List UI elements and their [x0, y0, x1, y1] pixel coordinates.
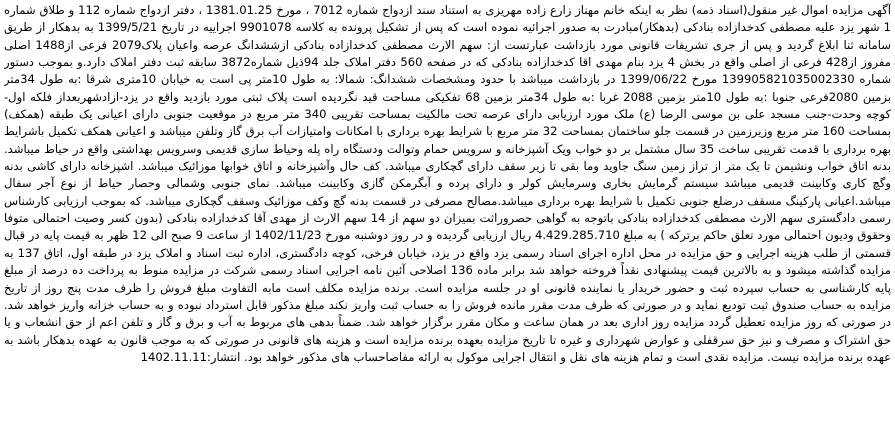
- auction-notice-text: آگهی مزایده اموال غیر منقول(اسناد ذمه) نظر به اینکه خانم مهناز زارع زاده مهریزی به استناد سند ازدواج شماره 7012 ، مورخ 1381.01.25 ، دفتر ازدواج شماره 112 و طلاق شماره 1 شهر یزد علیه مصطفی کدخدازاده بنادکی (بدهکار)مبادرت به صدور اجرائیه نموده است که پس از تشکیل پرونده به کلاسه 9901078 اجراییه در تاریخ 1399/5/21 به بدهکار از طریق سامانه ثنا ابلاغ گردید و پس از جری تشریفات قانونی مورد بازداشت عبارتست از: سهم الارث مصطفی کدخدازاده بنادکی ازششدانگ عرصه واعیان پلاک2079 فرعی از1488 اصلی مفروز از428 فرعی از اصلی واقع در بخش 4 یزد بنام مهدی اقا کدخدازاده بنادکی که در صفحه 560 دفتر املاک جلد 94ذیل شماره3872 سابقه ثبت دفتر املاک دارد.و بموجب دستور شماره 139905821035002330 مورخ 1399/06/22 در بازداشت میباشد با حدود ومشخصات ششدانگ: شمالا: به طول 10متر پی است به خیابان 10متری شرقا :به طول 34متر بزمین 2080فرعی جنوبا :به طول 10متر بزمین 2088 غربا :به طول 34متر بزمین 68 تفکیکی مساحت قید نگردیده است پلاک ثبتی مورد بازدید واقع در یزد-ازادشهربعداز فلکه اول- کوچه وحدت-جنب مسجد علی بن موسی الرضا (ع) ملک مورد ارزیابی دارای عرصه تحت مالکیت بمساحت تقریبی 340 متر مربع در موقعیت جنوبی دارای اعیانی یک طبقه (همکف) بمساحت 160 متر مربع وزیرزمین در قسمت جلو ساختمان بمساحت 32 متر مربع با شرایط بهره برداری با امکانات وامتیازات آب برق گاز وتلفن میباشد و اعیانی همکف تکمیل باشرایط بهره برداری با قدمت تقریبی ساخت 35 سال مشتمل بر دو خواب ویک آشپزخانه و سرویس حمام وتوالت ودستگاه راه پله وحیاط سازی قدیمی وسرویس بهداشتی واقع در حیاط میباشد. بدنه اتاق خواب ونشیمن تا یک متر از تراز زمین سنگ جاوید وما بقی تا زیر سقف دارای گچکاری میباشد. کف حال وآشپزخانه و اتاق خوابها موزائیک میباشد. اشپزخانه دارای کاشی بدنه وگچ کاری وکابینت قدیمی میباشد سیستم گرمایش بخاری وسرمایش کولر و دارای پرده و آبگرمکن گازی وکابینت میباشد. نمای جنوبی وشمالی وحصار حیاط از نوع آجر سفال میباشد.اعیانی پارکینگ مسقف درضلع جنوبی تکمیل با شرایط بهره برداری میباشد.مصالح مصرفی در قسمت بدنه گچ وکف موزائیک وسقف گچکاری میباشد. که بموجب ارزیابی کارشناس رسمی دادگستری سهم الارث مصطفی کدخدازاده بنادکی باتوجه به گواهی حصروراثت بمیزان دو سهم از 14 سهم الارث از مهدی آقا کدخدازاده بنادکی (بدون کسر وصیت احتمالی متوفا وحقوق ودیون احتمالی مورد تعلق حاکم برترکه ) به مبلغ 4.429.285.710 ریال ارزیابی گردیده و در روز دوشنبه مورخ 1402/11/23 از ساعت 9 صبح الی 12 ظهر به قیمت پایه در قبال قسمتی از طلب هزینه اجرایی و حق مزایده در محل اداره اجرای اسناد رسمی یزد واقع در یزد، خیابان فرخی، کوچه دادگستری، اداره ثبت اسناد و املاک یزد در طبقه اول، اتاق 137 به مزایده گذاشته میشود و به بالاترین قیمت پیشنهادی نقداً فروخته خواهد شد برابر ماده 136 اصلاحی آئین نامه اجرایی اسناد رسمی شرکت در مزایده منوط به پرداخت ده درصد از مبلغ پایه کارشناسی به حساب سپرده ثبت و حضور خریدار یا نماینده قانونی او در جلسه مزایده است. برنده مزایده مکلف است مابه التفاوت مبلغ فروش را ظرف مدت پنج روز از تاریخ مزایده به حساب صندوق ثبت تودیع نماید و در صورتی که ظرف مدت مقرر مانده فروش را به حساب ثبت واریز نکند مبلغ مذکور قابل استرداد نبوده و به حساب خزانه واریز خواهد شد. در صورتی که روز مزایده تعطیل گردد مزایده روز اداری بعد در همان ساعت و مکان مقرر برگزار خواهد شد. ضمناً بدهی های مربوط به آب و برق و گاز و تلفن اعم از حق انشعاب و یا حق اشتراک و مصرف و نیز حق سرقفلی و عوارض شهرداری و غیره تا تاریخ مزایده بعهده برنده مزایده است و هزینه های قانونی در صورتی که به موجب قانون به عهده بدهکار باشد به عهده برنده مزایده نیست. مزایده نقدی است و تمام هزینه های نقل و انتقال اجرایی موکول به ارائه مفاصاحساب های مذکور خواهد بود. انتشار:1402.11.11: [4, 3, 891, 364]
